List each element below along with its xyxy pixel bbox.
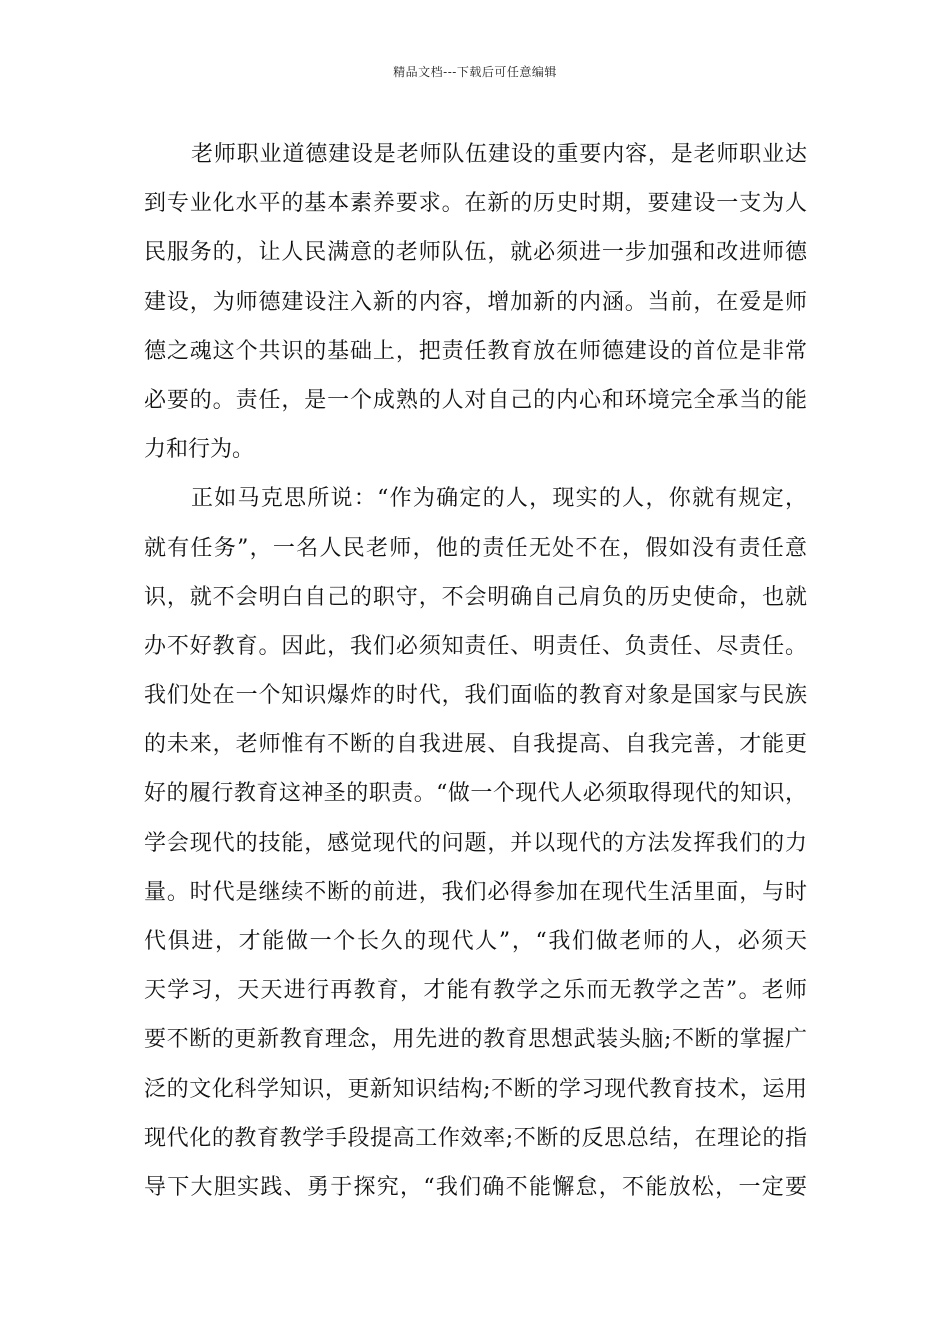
text-line: 必要的。责任，是一个成熟的人对自己的内心和环境完全承当的能 — [144, 387, 807, 413]
text-line: 我们处在一个知识爆炸的时代，我们面临的教育对象是国家与民族 — [144, 683, 807, 709]
text-line: 办不好教育。因此，我们必须知责任、明责任、负责任、尽责任。 — [144, 633, 807, 659]
text-line: 学会现代的技能，感觉现代的问题，并以现代的方法发挥我们的力 — [144, 830, 807, 856]
text-line: 德之魂这个共识的基础上，把责任教育放在师德建设的首位是非常 — [144, 338, 807, 364]
text-line: 识，就不会明白自己的职守，不会明确自己肩负的历史使命，也就 — [144, 584, 807, 610]
text-line: 天学习，天天进行再教育，才能有教学之乐而无教学之苦”。老师 — [144, 978, 807, 1004]
text-line: 代俱进，才能做一个长久的现代人”，“我们做老师的人，必须天 — [144, 929, 807, 954]
text-line: 建设，为师德建设注入新的内容，增加新的内涵。当前，在爱是师 — [144, 289, 807, 315]
text-line: 民服务的，让人民满意的老师队伍，就必须进一步加强和改进师德 — [144, 240, 807, 266]
text-line: 的未来，老师惟有不断的自我进展、自我提高、自我完善，才能更 — [144, 732, 807, 758]
text-line: 现代化的教育教学手段提高工作效率;不断的反思总结，在理论的指 — [144, 1125, 807, 1151]
text-line: 老师职业道德建设是老师队伍建设的重要内容，是老师职业达 — [191, 142, 807, 167]
text-line: 量。时代是继续不断的前进，我们必得参加在现代生活里面，与时 — [144, 879, 807, 905]
page-header: 精品文档---下载后可任意编辑 — [393, 65, 557, 79]
text-line: 正如马克思所说：“作为确定的人，现实的人，你就有规定， — [191, 486, 807, 512]
text-line: 就有任务”，一名人民老师，他的责任无处不在，假如没有责任意 — [144, 535, 807, 561]
text-line: 泛的文化科学知识，更新知识结构;不断的学习现代教育技术，运用 — [144, 1076, 807, 1102]
document-body — [144, 130, 807, 1212]
text-line: 力和行为。 — [144, 437, 255, 463]
text-line: 要不断的更新教育理念，用先进的教育思想武装头脑;不断的掌握广 — [144, 1027, 807, 1053]
text-line: 好的履行教育这神圣的职责。“做一个现代人必须取得现代的知识， — [144, 781, 807, 807]
text-line: 到专业化水平的基本素养要求。在新的历史时期，要建设一支为人 — [144, 191, 807, 217]
paragraph — [144, 130, 807, 474]
paragraph — [144, 474, 807, 1212]
text-line: 导下大胆实践、勇于探究，“我们确不能懈怠，不能放松，一定要 — [144, 1174, 807, 1200]
